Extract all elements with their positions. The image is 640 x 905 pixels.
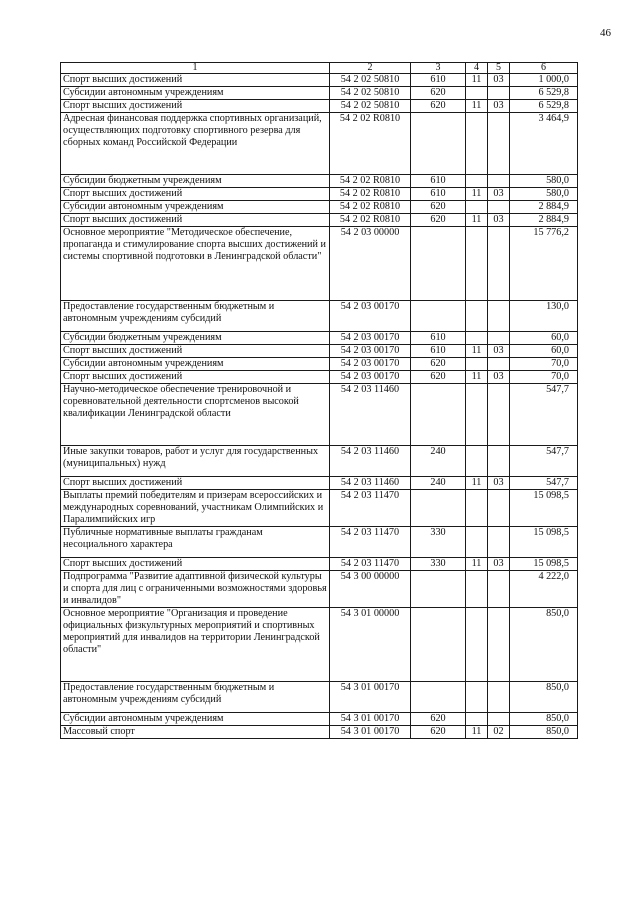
header-cell: 3 — [411, 63, 466, 74]
cell-code: 54 2 02 R0810 — [330, 214, 411, 227]
cell-vr: 620 — [411, 201, 466, 214]
cell-rz — [466, 301, 488, 332]
table-row — [61, 371, 578, 384]
cell-name: Спорт высших достижений — [61, 558, 330, 571]
cell-pr — [488, 571, 510, 608]
cell-rz — [466, 175, 488, 188]
cell-rz — [466, 608, 488, 682]
cell-code: 54 2 02 50810 — [330, 87, 411, 100]
cell-vr: 620 — [411, 87, 466, 100]
table-row — [61, 477, 578, 490]
cell-sum: 850,0 — [510, 726, 578, 739]
cell-sum: 15 098,5 — [510, 558, 578, 571]
cell-code: 54 2 03 11470 — [330, 527, 411, 558]
header-cell: 5 — [488, 63, 510, 74]
cell-pr — [488, 384, 510, 446]
cell-pr: 03 — [488, 558, 510, 571]
cell-sum: 1 000,0 — [510, 74, 578, 87]
cell-pr — [488, 446, 510, 477]
cell-rz — [466, 682, 488, 713]
cell-sum: 15 098,5 — [510, 490, 578, 527]
cell-vr: 620 — [411, 726, 466, 739]
cell-rz: 11 — [466, 558, 488, 571]
cell-rz — [466, 227, 488, 301]
cell-pr: 02 — [488, 726, 510, 739]
cell-vr: 610 — [411, 332, 466, 345]
cell-rz: 11 — [466, 345, 488, 358]
table-row — [61, 558, 578, 571]
cell-code: 54 2 03 11460 — [330, 477, 411, 490]
cell-name: Спорт высших достижений — [61, 188, 330, 201]
cell-vr: 610 — [411, 74, 466, 87]
cell-pr — [488, 227, 510, 301]
table-row — [61, 345, 578, 358]
cell-vr: 330 — [411, 558, 466, 571]
cell-name: Научно-методическое обеспечение тренировочной и соревновательной деятельности спортсменов высокой квалификации Ленинградской области — [61, 384, 330, 446]
table-row — [61, 446, 578, 477]
cell-sum: 6 529,8 — [510, 87, 578, 100]
cell-code: 54 2 03 11470 — [330, 558, 411, 571]
cell-code: 54 2 03 11460 — [330, 384, 411, 446]
cell-pr — [488, 490, 510, 527]
cell-name: Субсидии автономным учреждениям — [61, 201, 330, 214]
cell-vr — [411, 608, 466, 682]
cell-name: Спорт высших достижений — [61, 214, 330, 227]
cell-sum: 580,0 — [510, 188, 578, 201]
cell-rz — [466, 571, 488, 608]
cell-name: Предоставление государственным бюджетным и автономным учреждениям субсидий — [61, 301, 330, 332]
cell-name: Массовый спорт — [61, 726, 330, 739]
cell-rz — [466, 113, 488, 175]
table-row — [61, 188, 578, 201]
table-row — [61, 175, 578, 188]
cell-pr: 03 — [488, 188, 510, 201]
cell-pr: 03 — [488, 74, 510, 87]
cell-rz — [466, 446, 488, 477]
table-row — [61, 87, 578, 100]
cell-vr: 240 — [411, 477, 466, 490]
cell-code: 54 3 01 00000 — [330, 608, 411, 682]
cell-pr: 03 — [488, 371, 510, 384]
cell-name: Спорт высших достижений — [61, 477, 330, 490]
cell-code: 54 2 02 R0810 — [330, 201, 411, 214]
cell-sum: 70,0 — [510, 371, 578, 384]
cell-code: 54 2 03 00170 — [330, 301, 411, 332]
table-row — [61, 608, 578, 682]
cell-sum: 850,0 — [510, 713, 578, 726]
budget-table-body — [61, 63, 578, 739]
cell-sum: 15 776,2 — [510, 227, 578, 301]
cell-vr: 240 — [411, 446, 466, 477]
cell-vr — [411, 113, 466, 175]
page-number: 46 — [600, 27, 611, 39]
cell-sum: 6 529,8 — [510, 100, 578, 113]
cell-vr: 620 — [411, 713, 466, 726]
cell-vr — [411, 384, 466, 446]
cell-code: 54 2 02 R0810 — [330, 113, 411, 175]
cell-rz — [466, 87, 488, 100]
cell-rz — [466, 384, 488, 446]
table-row — [61, 332, 578, 345]
cell-pr — [488, 332, 510, 345]
cell-vr: 620 — [411, 100, 466, 113]
cell-name: Субсидии автономным учреждениям — [61, 358, 330, 371]
cell-pr — [488, 87, 510, 100]
cell-name: Иные закупки товаров, работ и услуг для государственных (муниципальных) нужд — [61, 446, 330, 477]
cell-sum: 2 884,9 — [510, 214, 578, 227]
cell-sum: 15 098,5 — [510, 527, 578, 558]
cell-pr: 03 — [488, 477, 510, 490]
header-cell: 4 — [466, 63, 488, 74]
cell-rz: 11 — [466, 188, 488, 201]
cell-rz — [466, 358, 488, 371]
cell-sum: 2 884,9 — [510, 201, 578, 214]
cell-code: 54 2 03 00170 — [330, 332, 411, 345]
cell-name: Спорт высших достижений — [61, 74, 330, 87]
table-row — [61, 358, 578, 371]
cell-vr — [411, 682, 466, 713]
cell-vr: 610 — [411, 175, 466, 188]
cell-rz: 11 — [466, 726, 488, 739]
header-cell: 2 — [330, 63, 411, 74]
cell-pr — [488, 682, 510, 713]
cell-name: Подпрограмма "Развитие адаптивной физической культуры и спорта для лиц с ограниченными возможностями здоровья и инвалидов" — [61, 571, 330, 608]
cell-rz: 11 — [466, 371, 488, 384]
cell-code: 54 2 03 00170 — [330, 371, 411, 384]
cell-name: Субсидии бюджетным учреждениям — [61, 175, 330, 188]
table-row — [61, 100, 578, 113]
cell-vr: 620 — [411, 214, 466, 227]
table-row — [61, 301, 578, 332]
cell-vr — [411, 490, 466, 527]
cell-code: 54 3 01 00170 — [330, 726, 411, 739]
cell-rz: 11 — [466, 214, 488, 227]
cell-rz: 11 — [466, 477, 488, 490]
cell-rz — [466, 490, 488, 527]
cell-sum: 547,7 — [510, 384, 578, 446]
cell-name: Основное мероприятие "Организация и проведение официальных физкультурных мероприятий и спортивных мероприятий для инвалидов на территории Ленинградской области" — [61, 608, 330, 682]
cell-vr — [411, 301, 466, 332]
cell-sum: 4 222,0 — [510, 571, 578, 608]
cell-sum: 130,0 — [510, 301, 578, 332]
budget-table — [60, 62, 578, 739]
cell-name: Субсидии автономным учреждениям — [61, 87, 330, 100]
cell-rz: 11 — [466, 100, 488, 113]
cell-code: 54 2 02 R0810 — [330, 188, 411, 201]
cell-code: 54 2 03 00000 — [330, 227, 411, 301]
cell-vr — [411, 571, 466, 608]
cell-sum: 60,0 — [510, 332, 578, 345]
cell-pr: 03 — [488, 345, 510, 358]
cell-sum: 580,0 — [510, 175, 578, 188]
cell-code: 54 2 03 00170 — [330, 358, 411, 371]
cell-name: Предоставление государственным бюджетным и автономным учреждениям субсидий — [61, 682, 330, 713]
header-cell: 1 — [61, 63, 330, 74]
header-cell: 6 — [510, 63, 578, 74]
table-row — [61, 214, 578, 227]
cell-vr: 620 — [411, 371, 466, 384]
cell-pr — [488, 301, 510, 332]
cell-code: 54 2 03 00170 — [330, 345, 411, 358]
cell-code: 54 2 03 11470 — [330, 490, 411, 527]
cell-code: 54 3 01 00170 — [330, 682, 411, 713]
cell-code: 54 2 02 50810 — [330, 100, 411, 113]
table-row — [61, 571, 578, 608]
cell-code: 54 3 01 00170 — [330, 713, 411, 726]
cell-name: Адресная финансовая поддержка спортивных организаций, осуществляющих подготовку спортивного резерва для сборных команд Российской Федерации — [61, 113, 330, 175]
cell-vr: 330 — [411, 527, 466, 558]
cell-rz — [466, 332, 488, 345]
cell-pr — [488, 113, 510, 175]
cell-name: Спорт высших достижений — [61, 345, 330, 358]
cell-name: Выплаты премий победителям и призерам всероссийских и международных соревнований, участникам Олимпийских и Паралимпийских игр — [61, 490, 330, 527]
table-row — [61, 682, 578, 713]
cell-pr — [488, 175, 510, 188]
cell-sum: 547,7 — [510, 446, 578, 477]
cell-code: 54 2 02 50810 — [330, 74, 411, 87]
table-row — [61, 113, 578, 175]
cell-sum: 70,0 — [510, 358, 578, 371]
table-row — [61, 384, 578, 446]
cell-rz — [466, 527, 488, 558]
cell-code: 54 2 03 11460 — [330, 446, 411, 477]
cell-sum: 850,0 — [510, 682, 578, 713]
cell-name: Публичные нормативные выплаты гражданам несоциального характера — [61, 527, 330, 558]
cell-sum: 547,7 — [510, 477, 578, 490]
cell-rz: 11 — [466, 74, 488, 87]
header-row — [61, 63, 578, 74]
cell-pr — [488, 713, 510, 726]
cell-pr: 03 — [488, 100, 510, 113]
cell-name: Спорт высших достижений — [61, 371, 330, 384]
cell-vr: 620 — [411, 358, 466, 371]
cell-sum: 60,0 — [510, 345, 578, 358]
table-row — [61, 726, 578, 739]
table-row — [61, 201, 578, 214]
cell-vr: 610 — [411, 188, 466, 201]
table-row — [61, 74, 578, 87]
cell-pr — [488, 358, 510, 371]
cell-vr: 610 — [411, 345, 466, 358]
cell-pr — [488, 201, 510, 214]
cell-rz — [466, 201, 488, 214]
cell-pr — [488, 527, 510, 558]
cell-sum: 3 464,9 — [510, 113, 578, 175]
cell-pr — [488, 608, 510, 682]
cell-sum: 850,0 — [510, 608, 578, 682]
cell-name: Спорт высших достижений — [61, 100, 330, 113]
cell-vr — [411, 227, 466, 301]
cell-code: 54 2 02 R0810 — [330, 175, 411, 188]
table-row — [61, 227, 578, 301]
cell-rz — [466, 713, 488, 726]
cell-name: Субсидии автономным учреждениям — [61, 713, 330, 726]
table-row — [61, 713, 578, 726]
cell-name: Основное мероприятие "Методическое обеспечение, пропаганда и стимулирование спорта высших достижений и системы спортивной подготовки в Ленинградской области" — [61, 227, 330, 301]
table-row — [61, 490, 578, 527]
cell-name: Субсидии бюджетным учреждениям — [61, 332, 330, 345]
cell-code: 54 3 00 00000 — [330, 571, 411, 608]
cell-pr: 03 — [488, 214, 510, 227]
table-row — [61, 527, 578, 558]
